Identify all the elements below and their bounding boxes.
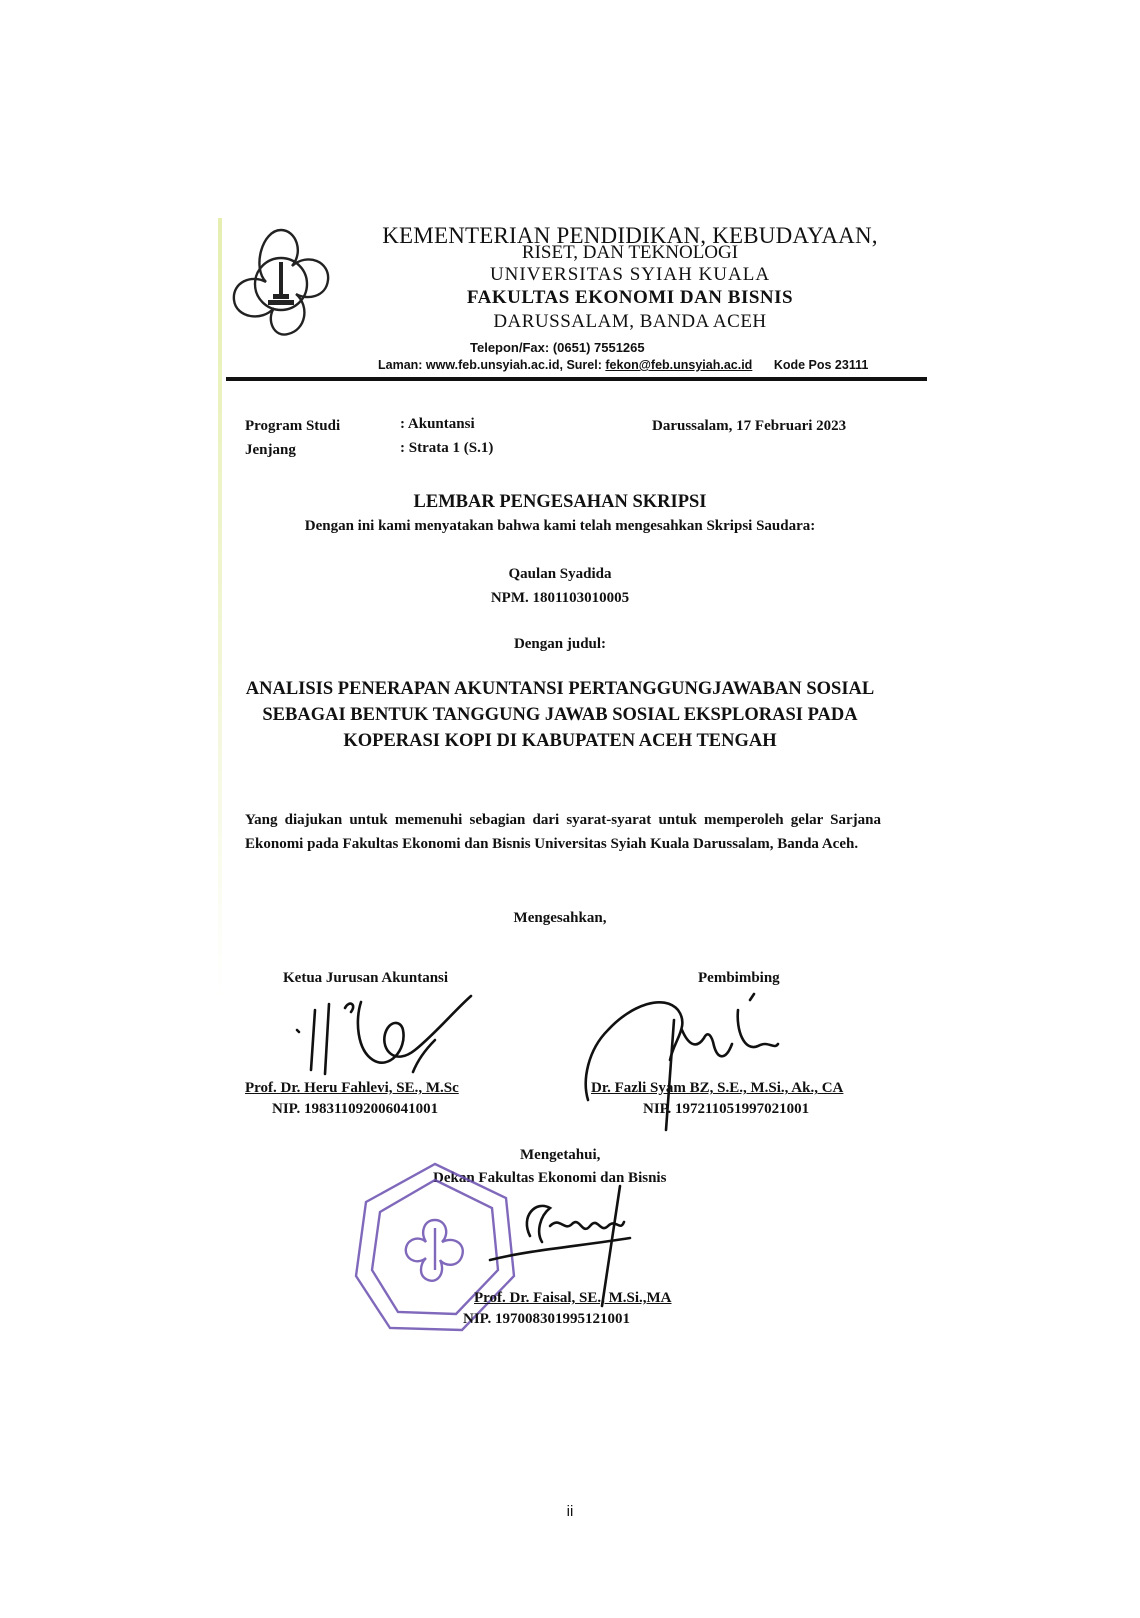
letterhead-contact [378,358,868,372]
purpose-paragraph: Yang diajukan untuk memenuhi sebagian dari syarat-syarat untuk memperoleh gelar Sarjana Ekonomi pada Fakultas Ekonomi dan Bisnis Universitas Syiah Kuala Darussalam, Banda Aceh. [245,812,881,852]
letterhead-university: UNIVERSITAS SYIAH KUALA [489,264,771,285]
left-signer-name: Prof. Dr. Heru Fahlevi, SE., M.Sc [245,1080,459,1096]
title-intro: Dengan judul: [513,636,607,652]
acknowledge-label: Mengetahui, [520,1147,601,1163]
letterhead-location: DARUSSALAM, BANDA ACEH [493,311,767,332]
document-heading: LEMBAR PENGESAHAN SKRIPSI [413,492,707,512]
dean-signature [470,1176,660,1306]
intro-text: Dengan ini kami menyatakan bahwa kami telah mengesahkan Skripsi Saudara: [304,518,816,534]
jenjang-value: : Strata 1 (S.1) [400,440,494,456]
thesis-title: ANALISIS PENERAPAN AKUNTANSI PERTANGGUNGJAWABAN SOSIAL SEBAGAI BENTUK TANGGUNG JAWAB SOSIAL EKSPLORASI PADA KOPERASI KOPI DI KABUPATEN ACEH TENGAH [245,679,875,751]
student-npm: NPM. 1801103010005 [490,590,630,606]
program-value: : Akuntansi [400,416,475,432]
jenjang-label: Jenjang [245,442,296,458]
university-logo [226,222,336,354]
approval-label: Mengesahkan, [513,910,607,926]
left-signer-nip: NIP. 198311092006041001 [272,1101,439,1117]
letterhead-website: Laman: www.feb.unsyiah.ac.id, Surel: [378,358,602,372]
program-label: Program Studi [245,418,341,434]
letterhead-faculty: FAKULTAS EKONOMI DAN BISNIS [466,287,794,308]
right-signer-role: Pembimbing [698,970,780,986]
scan-edge [218,218,222,998]
dean-role: Dekan Fakultas Ekonomi dan Bisnis [433,1170,667,1186]
letterhead-email: fekon@feb.unsyiah.ac.id [605,358,753,372]
page-number: ii [566,1503,574,1520]
letterhead-ministry-line2: RISET, DAN TEKNOLOGI [521,242,739,263]
left-signature [285,990,485,1080]
right-signer-name: Dr. Fazli Syam BZ, S.E., M.Si., Ak., CA [591,1080,844,1096]
letterhead-ministry: KEMENTERIAN PENDIDIKAN, KEBUDAYAAN, [382,223,878,248]
letterhead-phone: Telepon/Fax: (0651) 7551265 [470,340,645,355]
letterhead-divider [226,377,927,381]
dean-name: Prof. Dr. Faisal, SE., M.Si.,MA [474,1290,672,1306]
dean-nip: NIP. 197008301995121001 [463,1311,630,1327]
right-signer-nip: NIP. 197211051997021001 [643,1101,810,1117]
left-signer-role: Ketua Jurusan Akuntansi [283,970,449,986]
place-date: Darussalam, 17 Februari 2023 [652,418,847,434]
student-name: Qaulan Syadida [508,566,612,582]
letterhead-postal-code: Kode Pos 23111 [773,358,869,372]
